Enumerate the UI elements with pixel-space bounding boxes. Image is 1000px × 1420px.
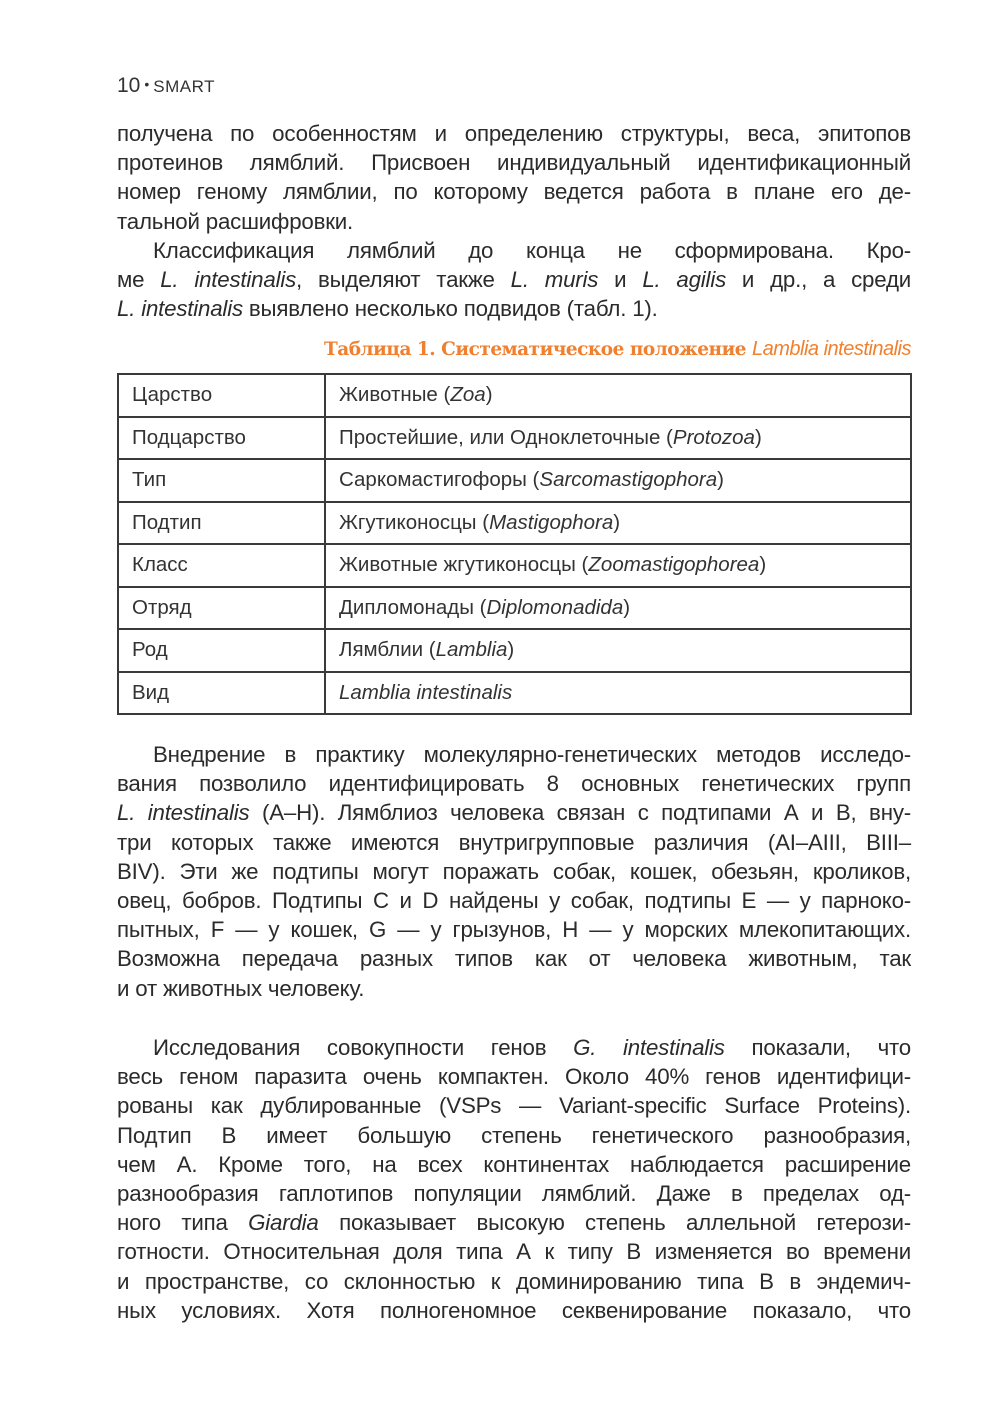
table-row xyxy=(118,544,911,587)
text-line: Исследования совокупности генов G. intestinalis показали, что xyxy=(153,1035,911,1060)
taxonomy-table xyxy=(117,373,912,715)
table-row xyxy=(118,587,911,630)
rank-cell: Вид xyxy=(118,672,325,715)
text-line: Подтип В имеет большую степень генетического разнообразия, xyxy=(117,1122,911,1148)
rank-cell: Подтип xyxy=(118,502,325,545)
text-line: протеинов лямблий. Присвоен индивидуальный идентификационный xyxy=(117,150,911,176)
table-row xyxy=(118,629,911,672)
text-line: получена по особенностям и определению структуры, веса, эпитопов xyxy=(117,121,911,146)
taxon-cell: Животные жгутиконосцы (Zoomastigophorea) xyxy=(325,544,911,587)
rank-cell: Отряд xyxy=(118,587,325,630)
taxon-cell: Жгутиконосцы (Mastigophora) xyxy=(325,502,911,545)
text-line: Классификация лямблий до конца не сформирована. Кро- xyxy=(153,238,911,263)
text-line: BIV). Эти же подтипы могут поражать собак, кошек, обезьян, кроликов, xyxy=(117,858,911,884)
text-line: номер геному лямблии, по которому ведется работа в плане его де- xyxy=(117,179,911,205)
text-line: L. intestinalis (A–H). Лямблиоз человека связан с подтипами А и В, вну- xyxy=(117,800,911,826)
paragraph-genetic-groups xyxy=(117,740,911,1003)
page-number: 10 xyxy=(117,74,141,97)
rank-cell: Класс xyxy=(118,544,325,587)
taxon-cell: Дипломонады (Diplomonadida) xyxy=(325,587,911,630)
table-row xyxy=(118,502,911,545)
text-line: ных условиях. Хотя полногеномное секвенирование показало, что xyxy=(117,1297,911,1323)
text-line: овец, бобров. Подтипы C и D найдены у собак, подтипы E — у парноко- xyxy=(117,887,911,913)
text-line: рованы как дублированные (VSPs — Variant-specific Surface Proteins). xyxy=(117,1093,911,1119)
rank-cell: Подцарство xyxy=(118,417,325,460)
paragraph-continuation xyxy=(117,119,911,236)
taxon-cell: Lamblia intestinalis xyxy=(325,672,911,715)
text-line: и от животных человеку. xyxy=(117,975,365,1001)
text-line: Возможна передача разных типов как от человека животным, так xyxy=(117,946,911,972)
rank-cell: Род xyxy=(118,629,325,672)
taxon-cell: Животные (Zoa) xyxy=(325,374,911,417)
text-line: и пространстве, со склонностью к доминированию типа В в эндемич- xyxy=(117,1268,911,1294)
text-line: вания позволило идентифицировать 8 основных генетических групп xyxy=(117,771,911,797)
text-line: Внедрение в практику молекулярно-генетических методов исследо- xyxy=(153,742,911,767)
text-line: L. intestinalis выявлено несколько подвидов (табл. 1). xyxy=(117,296,658,322)
table-row xyxy=(118,672,911,715)
taxon-cell: Простейшие, или Одноклеточные (Protozoa) xyxy=(325,417,911,460)
paragraph-genome-study xyxy=(117,1033,911,1325)
rank-cell: Тип xyxy=(118,459,325,502)
text-line: весь геном паразита очень компактен. Около 40% генов идентифици- xyxy=(117,1064,911,1090)
rank-cell: Царство xyxy=(118,374,325,417)
text-line: разнообразия гаплотипов популяции лямблий. Даже в пределах од- xyxy=(117,1180,911,1206)
text-line: пытных, F — у кошек, G — у грызунов, H — у морских млекопитающих. xyxy=(117,917,911,943)
text-line: три которых также имеются внутригрупповые различия (AI–AIII, BIII– xyxy=(117,829,911,855)
text-line: ме L. intestinalis, выделяют также L. muris и L. agilis и др., а среди xyxy=(117,267,912,293)
text-line: готности. Относительная доля типа А к типу В изменяется во времени xyxy=(117,1239,911,1265)
text-line: тальной расшифровки. xyxy=(117,208,354,234)
running-head xyxy=(117,74,215,98)
paragraph-classification xyxy=(117,236,911,324)
table-row xyxy=(118,417,911,460)
header-separator: • xyxy=(144,76,150,92)
taxon-cell: Лямблии (Lamblia) xyxy=(325,629,911,672)
text-line: чем А. Кроме того, на всех континентах наблюдается расширение xyxy=(117,1151,911,1177)
table-row xyxy=(118,374,911,417)
table-caption: Таблица 1. Систематическое положение Lamblia intestinalis xyxy=(323,338,911,360)
series-name: SMART xyxy=(153,77,215,96)
taxon-cell: Саркомастигофоры (Sarcomastigophora) xyxy=(325,459,911,502)
text-line: ного типа Giardia показывает высокую степень аллельной гетерози- xyxy=(117,1210,911,1236)
table-row xyxy=(118,459,911,502)
